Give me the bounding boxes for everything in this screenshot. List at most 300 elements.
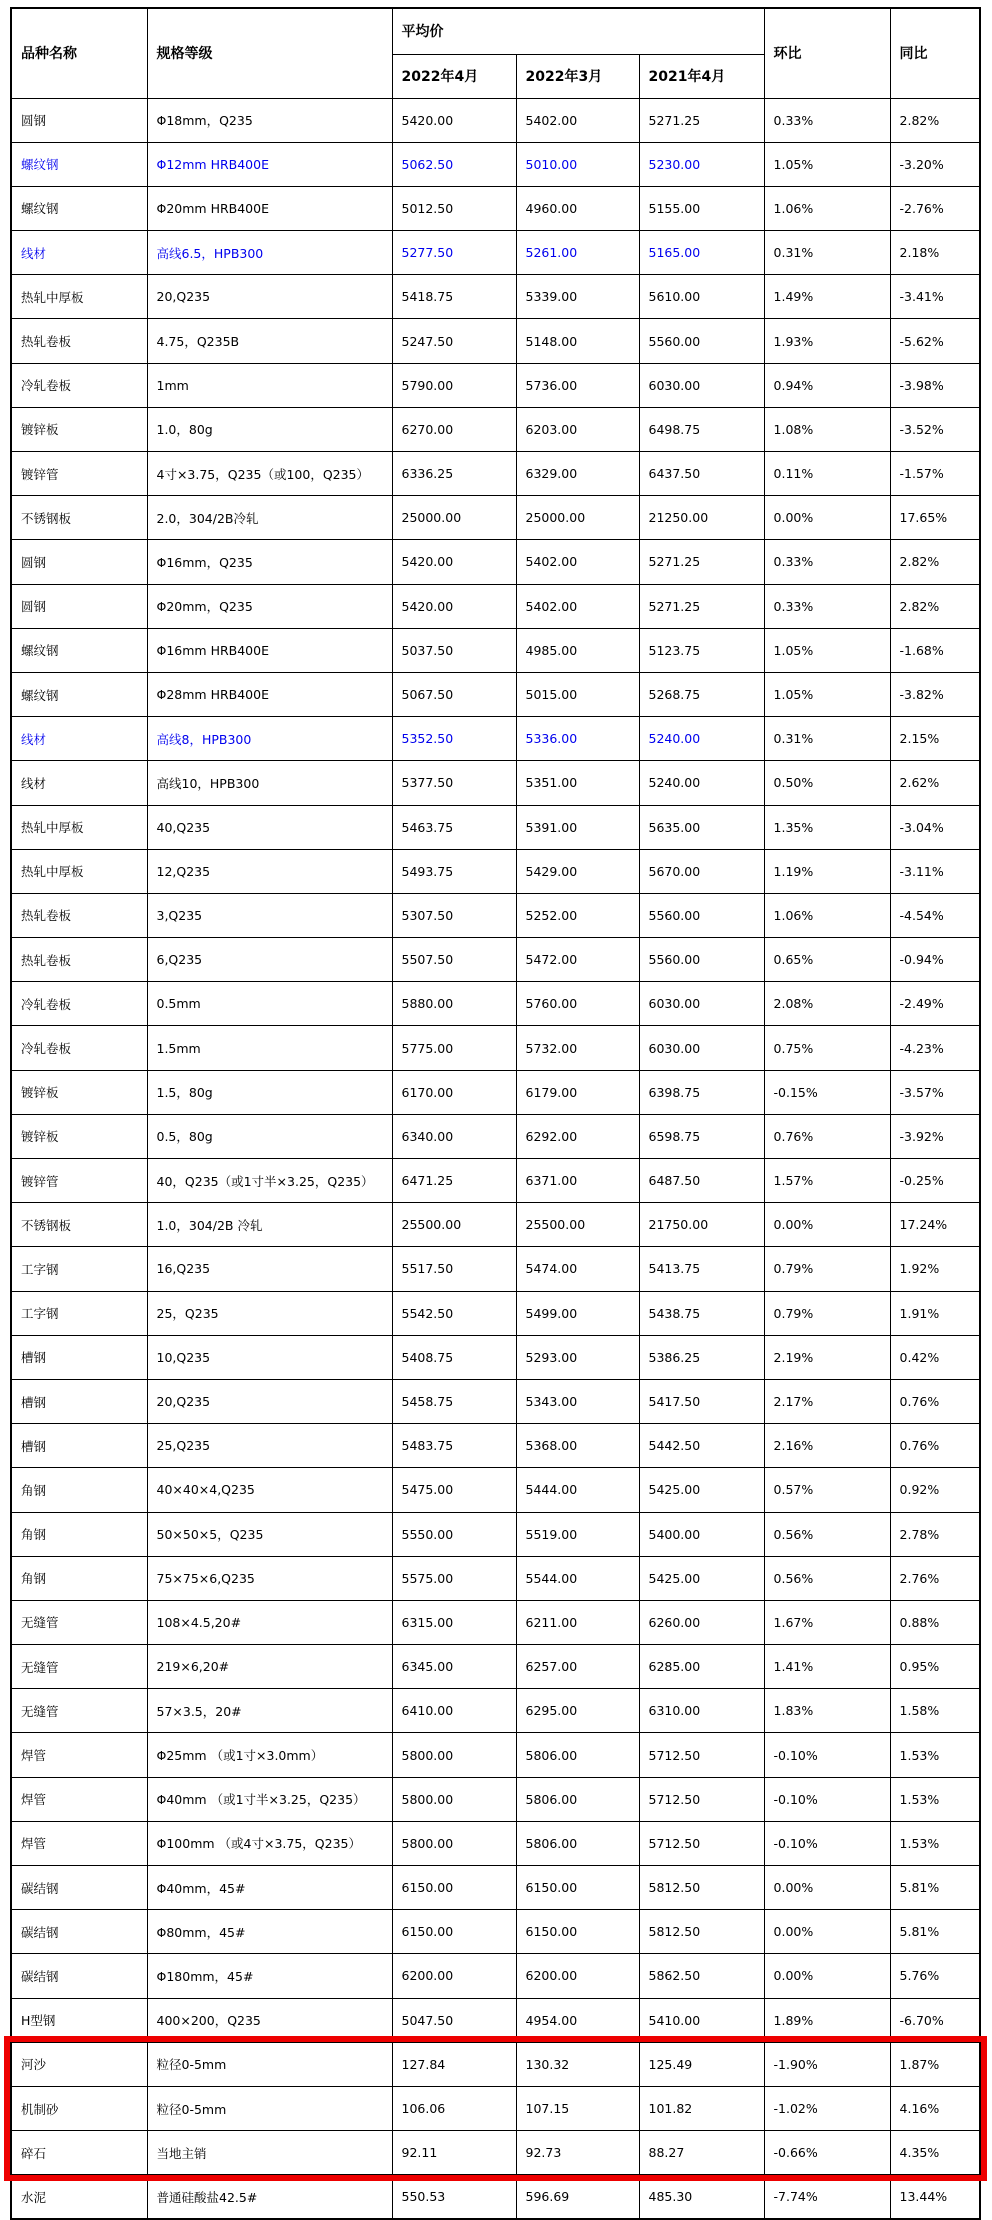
cell-price-2021-04: 5862.50 [639,1954,764,1998]
cell-spec-grade: Φ25mm （或1寸×3.0mm） [147,1733,392,1777]
cell-spec-grade: 40×40×4,Q235 [147,1468,392,1512]
table-row [11,717,980,761]
cell-price-2022-04: 5418.75 [392,275,516,319]
cell-spec-grade: 粒径0-5mm [147,2042,392,2086]
cell-product-name: 碳结钢 [11,1866,147,1910]
cell-yoy: 1.53% [890,1821,980,1865]
table-row [11,761,980,805]
cell-price-2021-04: 6030.00 [639,1026,764,1070]
cell-price-2022-04: 5012.50 [392,186,516,230]
cell-price-2022-04: 6410.00 [392,1689,516,1733]
cell-product-name: 不锈钢板 [11,496,147,540]
cell-price-2021-04: 5560.00 [639,893,764,937]
table-row [11,2175,980,2219]
cell-spec-grade: Φ12mm HRB400E [147,142,392,186]
cell-yoy: 0.42% [890,1335,980,1379]
cell-price-2021-04: 6030.00 [639,363,764,407]
cell-mom: 1.57% [764,1159,890,1203]
cell-product-name: H型钢 [11,1998,147,2042]
cell-product-name: 无缝管 [11,1645,147,1689]
table-row [11,1777,980,1821]
cell-yoy: 5.76% [890,1954,980,1998]
cell-price-2022-03: 107.15 [516,2086,639,2130]
cell-price-2021-04: 6498.75 [639,407,764,451]
cell-product-name: 镀锌管 [11,452,147,496]
cell-price-2021-04: 6487.50 [639,1159,764,1203]
cell-price-2022-03: 6203.00 [516,407,639,451]
cell-spec-grade: 25，Q235 [147,1291,392,1335]
cell-price-2022-04: 5247.50 [392,319,516,363]
cell-yoy: -1.57% [890,452,980,496]
cell-price-2021-04: 5442.50 [639,1424,764,1468]
cell-price-2022-04: 6345.00 [392,1645,516,1689]
cell-product-name: 无缝管 [11,1689,147,1733]
cell-price-2022-04: 5800.00 [392,1821,516,1865]
cell-mom: 0.57% [764,1468,890,1512]
cell-price-2022-03: 92.73 [516,2131,639,2175]
cell-spec-grade: Φ20mm，Q235 [147,584,392,628]
cell-product-name: 焊管 [11,1821,147,1865]
cell-product-name: 冷轧卷板 [11,1026,147,1070]
cell-yoy: 4.35% [890,2131,980,2175]
cell-price-2022-03: 5293.00 [516,1335,639,1379]
cell-spec-grade: 75×75×6,Q235 [147,1556,392,1600]
cell-mom: 0.56% [764,1512,890,1556]
table-row [11,672,980,716]
cell-product-name: 河沙 [11,2042,147,2086]
header-month-2021-04: 2021年4月 [639,54,764,98]
cell-mom: 2.08% [764,982,890,1026]
cell-product-name: 镀锌板 [11,1114,147,1158]
cell-product-name: 槽钢 [11,1335,147,1379]
cell-product-name: 线材 [11,231,147,275]
cell-price-2021-04: 5123.75 [639,628,764,672]
cell-product-name: 热轧中厚板 [11,849,147,893]
cell-product-name: 镀锌板 [11,407,147,451]
cell-spec-grade: 4寸×3.75，Q235（或100，Q235） [147,452,392,496]
cell-spec-grade: 57×3.5，20# [147,1689,392,1733]
cell-price-2022-03: 5351.00 [516,761,639,805]
cell-yoy: -2.49% [890,982,980,1026]
cell-price-2022-03: 6211.00 [516,1600,639,1644]
table-row [11,1866,980,1910]
cell-price-2021-04: 5417.50 [639,1379,764,1423]
cell-yoy: 1.58% [890,1689,980,1733]
cell-spec-grade: Φ80mm，45# [147,1910,392,1954]
cell-price-2021-04: 5240.00 [639,761,764,805]
cell-spec-grade: 高线8，HPB300 [147,717,392,761]
cell-mom: 1.05% [764,672,890,716]
cell-spec-grade: 20,Q235 [147,275,392,319]
cell-mom: 1.06% [764,186,890,230]
cell-price-2022-03: 5015.00 [516,672,639,716]
table-row [11,982,980,1026]
cell-price-2022-03: 5402.00 [516,98,639,142]
cell-yoy: -5.62% [890,319,980,363]
cell-price-2022-03: 5760.00 [516,982,639,1026]
cell-spec-grade: 50×50×5，Q235 [147,1512,392,1556]
cell-spec-grade: Φ40mm （或1寸半×3.25，Q235） [147,1777,392,1821]
cell-product-name: 冷轧卷板 [11,363,147,407]
cell-price-2022-04: 5542.50 [392,1291,516,1335]
cell-price-2021-04: 5812.50 [639,1910,764,1954]
cell-price-2021-04: 5165.00 [639,231,764,275]
cell-mom: -0.66% [764,2131,890,2175]
cell-yoy: 2.62% [890,761,980,805]
cell-price-2021-04: 88.27 [639,2131,764,2175]
table-row [11,2131,980,2175]
cell-price-2021-04: 5410.00 [639,1998,764,2042]
cell-mom: 0.79% [764,1247,890,1291]
table-row [11,849,980,893]
cell-yoy: -0.25% [890,1159,980,1203]
cell-yoy: 2.82% [890,98,980,142]
table-row [11,231,980,275]
cell-price-2022-03: 5732.00 [516,1026,639,1070]
table-row [11,319,980,363]
cell-price-2022-04: 5307.50 [392,893,516,937]
cell-price-2021-04: 21250.00 [639,496,764,540]
cell-price-2022-03: 4985.00 [516,628,639,672]
table-row [11,275,980,319]
cell-price-2021-04: 5438.75 [639,1291,764,1335]
header-product-name: 品种名称 [11,8,147,98]
cell-price-2022-04: 5420.00 [392,540,516,584]
header-month-2022-03: 2022年3月 [516,54,639,98]
table-row [11,1556,980,1600]
cell-price-2022-04: 5067.50 [392,672,516,716]
cell-price-2022-04: 5800.00 [392,1777,516,1821]
cell-spec-grade: 400×200，Q235 [147,1998,392,2042]
cell-spec-grade: 10,Q235 [147,1335,392,1379]
cell-price-2021-04: 5560.00 [639,319,764,363]
cell-yoy: -3.11% [890,849,980,893]
cell-yoy: 5.81% [890,1866,980,1910]
table-row [11,1159,980,1203]
cell-product-name: 圆钢 [11,98,147,142]
cell-price-2021-04: 6398.75 [639,1070,764,1114]
cell-price-2022-03: 6200.00 [516,1954,639,1998]
cell-price-2022-03: 130.32 [516,2042,639,2086]
cell-spec-grade: 6,Q235 [147,938,392,982]
cell-spec-grade: 108×4.5,20# [147,1600,392,1644]
cell-price-2021-04: 5271.25 [639,98,764,142]
table-row [11,452,980,496]
cell-product-name: 镀锌板 [11,1070,147,1114]
cell-product-name: 碳结钢 [11,1954,147,1998]
cell-product-name: 螺纹钢 [11,628,147,672]
cell-price-2022-03: 5444.00 [516,1468,639,1512]
cell-yoy: 0.88% [890,1600,980,1644]
cell-spec-grade: 16,Q235 [147,1247,392,1291]
table-row [11,805,980,849]
cell-product-name: 碳结钢 [11,1910,147,1954]
cell-yoy: 1.53% [890,1733,980,1777]
cell-price-2021-04: 5712.50 [639,1733,764,1777]
cell-mom: 0.33% [764,584,890,628]
cell-price-2022-04: 25500.00 [392,1203,516,1247]
table-row [11,1424,980,1468]
cell-price-2022-04: 5775.00 [392,1026,516,1070]
table-row [11,2086,980,2130]
cell-price-2022-03: 6257.00 [516,1645,639,1689]
table-row [11,938,980,982]
cell-price-2022-04: 5408.75 [392,1335,516,1379]
cell-yoy: 2.82% [890,584,980,628]
table-row [11,1291,980,1335]
cell-price-2022-04: 6150.00 [392,1866,516,1910]
cell-price-2021-04: 5635.00 [639,805,764,849]
table-body [11,98,980,2219]
cell-product-name: 不锈钢板 [11,1203,147,1247]
cell-price-2022-04: 6340.00 [392,1114,516,1158]
cell-price-2022-04: 5377.50 [392,761,516,805]
table-row [11,1468,980,1512]
cell-price-2022-04: 5475.00 [392,1468,516,1512]
cell-price-2021-04: 5812.50 [639,1866,764,1910]
cell-price-2022-04: 6170.00 [392,1070,516,1114]
cell-price-2022-04: 6471.25 [392,1159,516,1203]
table-row [11,1335,980,1379]
cell-mom: 0.76% [764,1114,890,1158]
cell-price-2021-04: 5425.00 [639,1556,764,1600]
cell-price-2022-03: 5148.00 [516,319,639,363]
cell-spec-grade: 1.0，80g [147,407,392,451]
cell-mom: 0.50% [764,761,890,805]
cell-mom: -0.10% [764,1821,890,1865]
cell-mom: 0.94% [764,363,890,407]
cell-price-2022-03: 25500.00 [516,1203,639,1247]
cell-product-name: 槽钢 [11,1424,147,1468]
table-row [11,1379,980,1423]
cell-price-2022-04: 5790.00 [392,363,516,407]
cell-mom: 1.19% [764,849,890,893]
cell-price-2022-03: 5736.00 [516,363,639,407]
cell-price-2022-04: 5420.00 [392,584,516,628]
cell-price-2021-04: 6260.00 [639,1600,764,1644]
cell-price-2021-04: 5155.00 [639,186,764,230]
cell-mom: -1.90% [764,2042,890,2086]
cell-product-name: 线材 [11,717,147,761]
table-row [11,1689,980,1733]
cell-price-2021-04: 5271.25 [639,584,764,628]
cell-yoy: 17.24% [890,1203,980,1247]
cell-yoy: 1.92% [890,1247,980,1291]
cell-price-2021-04: 5425.00 [639,1468,764,1512]
cell-mom: 1.49% [764,275,890,319]
cell-yoy: 17.65% [890,496,980,540]
cell-price-2022-04: 5277.50 [392,231,516,275]
cell-price-2022-04: 6270.00 [392,407,516,451]
cell-mom: -0.10% [764,1777,890,1821]
table-row [11,1203,980,1247]
table-row [11,407,980,451]
cell-price-2021-04: 5240.00 [639,717,764,761]
cell-yoy: 2.82% [890,540,980,584]
cell-product-name: 圆钢 [11,540,147,584]
cell-mom: 1.05% [764,628,890,672]
table-row [11,142,980,186]
cell-mom: 0.33% [764,540,890,584]
cell-yoy: 0.92% [890,1468,980,1512]
cell-spec-grade: 高线10，HPB300 [147,761,392,805]
table-row [11,1645,980,1689]
cell-product-name: 机制砂 [11,2086,147,2130]
cell-yoy: 0.76% [890,1379,980,1423]
cell-spec-grade: 1.0，304/2B 冷轧 [147,1203,392,1247]
cell-mom: -7.74% [764,2175,890,2219]
table-row [11,584,980,628]
cell-price-2022-03: 5261.00 [516,231,639,275]
cell-product-name: 螺纹钢 [11,142,147,186]
cell-product-name: 冷轧卷板 [11,982,147,1026]
cell-price-2021-04: 5413.75 [639,1247,764,1291]
cell-spec-grade: 1.5，80g [147,1070,392,1114]
cell-price-2021-04: 485.30 [639,2175,764,2219]
cell-spec-grade: 1.5mm [147,1026,392,1070]
cell-mom: 1.41% [764,1645,890,1689]
cell-price-2021-04: 5560.00 [639,938,764,982]
cell-product-name: 工字钢 [11,1247,147,1291]
cell-product-name: 角钢 [11,1512,147,1556]
cell-mom: 1.35% [764,805,890,849]
cell-spec-grade: Φ16mm，Q235 [147,540,392,584]
cell-price-2022-04: 6336.25 [392,452,516,496]
cell-mom: 1.89% [764,1998,890,2042]
material-price-table [10,7,981,2220]
cell-spec-grade: Φ18mm，Q235 [147,98,392,142]
cell-price-2021-04: 6437.50 [639,452,764,496]
cell-spec-grade: Φ40mm，45# [147,1866,392,1910]
cell-mom: 1.05% [764,142,890,186]
cell-price-2022-03: 6150.00 [516,1910,639,1954]
cell-price-2022-03: 5336.00 [516,717,639,761]
cell-spec-grade: 12,Q235 [147,849,392,893]
cell-mom: 0.00% [764,1954,890,1998]
cell-mom: 0.56% [764,1556,890,1600]
cell-price-2021-04: 5230.00 [639,142,764,186]
cell-price-2022-03: 5252.00 [516,893,639,937]
cell-yoy: -3.57% [890,1070,980,1114]
cell-mom: 0.00% [764,1910,890,1954]
cell-mom: 0.75% [764,1026,890,1070]
cell-price-2022-03: 5806.00 [516,1821,639,1865]
header-yoy: 同比 [890,8,980,98]
table-row [11,1070,980,1114]
cell-price-2021-04: 5712.50 [639,1821,764,1865]
cell-price-2022-04: 5880.00 [392,982,516,1026]
header-average-price: 平均价 [392,8,764,54]
cell-price-2022-03: 5391.00 [516,805,639,849]
cell-mom: 0.11% [764,452,890,496]
cell-yoy: -3.20% [890,142,980,186]
cell-price-2022-03: 5368.00 [516,1424,639,1468]
cell-spec-grade: 1mm [147,363,392,407]
table-row [11,1600,980,1644]
cell-price-2022-04: 5037.50 [392,628,516,672]
cell-price-2021-04: 6030.00 [639,982,764,1026]
table-header [11,8,980,98]
cell-spec-grade: 0.5mm [147,982,392,1026]
cell-product-name: 角钢 [11,1556,147,1600]
cell-yoy: 1.53% [890,1777,980,1821]
cell-spec-grade: 2.0，304/2B冷轧 [147,496,392,540]
cell-price-2022-03: 6371.00 [516,1159,639,1203]
cell-mom: 1.83% [764,1689,890,1733]
cell-price-2022-04: 5800.00 [392,1733,516,1777]
table-row [11,1026,980,1070]
cell-price-2022-04: 25000.00 [392,496,516,540]
table-row [11,1998,980,2042]
cell-product-name: 螺纹钢 [11,672,147,716]
cell-yoy: -3.41% [890,275,980,319]
cell-mom: 0.79% [764,1291,890,1335]
cell-price-2022-03: 4960.00 [516,186,639,230]
cell-mom: 0.31% [764,717,890,761]
cell-price-2022-03: 6292.00 [516,1114,639,1158]
cell-mom: 1.08% [764,407,890,451]
cell-product-name: 无缝管 [11,1600,147,1644]
cell-price-2022-04: 5463.75 [392,805,516,849]
cell-product-name: 热轧卷板 [11,938,147,982]
table-row [11,1247,980,1291]
table-row [11,628,980,672]
cell-mom: 0.65% [764,938,890,982]
header-spec-grade: 规格等级 [147,8,392,98]
cell-yoy: -3.82% [890,672,980,716]
cell-yoy: -0.94% [890,938,980,982]
cell-spec-grade: 25,Q235 [147,1424,392,1468]
cell-product-name: 镀锌管 [11,1159,147,1203]
cell-mom: -0.10% [764,1733,890,1777]
cell-yoy: -6.70% [890,1998,980,2042]
table-row [11,1733,980,1777]
cell-price-2022-03: 5472.00 [516,938,639,982]
cell-spec-grade: 粒径0-5mm [147,2086,392,2130]
cell-price-2021-04: 101.82 [639,2086,764,2130]
cell-price-2022-03: 5806.00 [516,1733,639,1777]
cell-product-name: 水泥 [11,2175,147,2219]
cell-product-name: 热轧卷板 [11,893,147,937]
cell-price-2022-03: 5339.00 [516,275,639,319]
table-row [11,893,980,937]
cell-price-2021-04: 5670.00 [639,849,764,893]
cell-yoy: 4.16% [890,2086,980,2130]
cell-yoy: 2.18% [890,231,980,275]
cell-mom: 1.93% [764,319,890,363]
cell-mom: 0.33% [764,98,890,142]
cell-spec-grade: Φ100mm （或4寸×3.75，Q235） [147,1821,392,1865]
cell-price-2022-03: 5544.00 [516,1556,639,1600]
cell-product-name: 螺纹钢 [11,186,147,230]
cell-price-2022-04: 5550.00 [392,1512,516,1556]
cell-price-2021-04: 5386.25 [639,1335,764,1379]
cell-product-name: 角钢 [11,1468,147,1512]
cell-spec-grade: 0.5，80g [147,1114,392,1158]
cell-mom: 2.17% [764,1379,890,1423]
cell-yoy: -3.92% [890,1114,980,1158]
table-row [11,1512,980,1556]
cell-mom: 2.19% [764,1335,890,1379]
cell-yoy: 2.78% [890,1512,980,1556]
cell-price-2022-04: 6150.00 [392,1910,516,1954]
cell-price-2022-03: 6150.00 [516,1866,639,1910]
cell-product-name: 热轧卷板 [11,319,147,363]
cell-mom: -0.15% [764,1070,890,1114]
cell-price-2022-03: 5402.00 [516,584,639,628]
cell-price-2021-04: 5712.50 [639,1777,764,1821]
cell-price-2022-04: 5575.00 [392,1556,516,1600]
